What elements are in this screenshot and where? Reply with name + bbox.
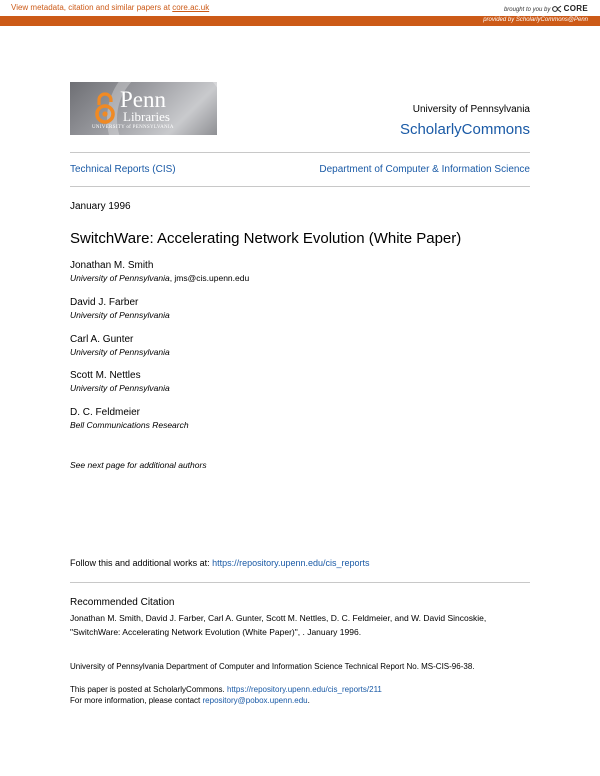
core-metadata-link[interactable]: View metadata, citation and similar papers at core.ac.uk (11, 3, 210, 12)
core-banner (0, 0, 600, 16)
series-link-technical-reports[interactable]: Technical Reports (CIS) (70, 164, 176, 175)
core-provided-bar (0, 16, 600, 26)
divider (70, 582, 530, 583)
author-name: Scott M. Nettles (70, 370, 141, 381)
scholarlycommons-link[interactable]: ScholarlyCommons (399, 121, 530, 138)
divider (70, 152, 530, 153)
author-affiliation: University of Pennsylvania (70, 383, 170, 393)
author-entry (70, 369, 170, 394)
logo-libraries-text: Libraries (123, 109, 170, 124)
divider (70, 186, 530, 187)
penn-libraries-logo[interactable] (70, 82, 217, 135)
logo-university-text: UNIVERSITY of PENNSYLVANIA (92, 125, 174, 130)
core-brought-by: brought to you by CORE (503, 4, 588, 13)
open-access-icon (94, 91, 116, 125)
follow-line: Follow this and additional works at: https://repository.upenn.edu/cis_reports (70, 558, 370, 568)
core-provided-text: provided by ScholarlyCommons@Penn (483, 17, 588, 23)
author-affiliation: University of Pennsylvania, jms@cis.upenn.edu (70, 273, 250, 283)
paper-title: SwitchWare: Accelerating Network Evolution (White Paper) (70, 230, 462, 247)
logo-penn-text: Penn (120, 87, 166, 112)
publication-date: January 1996 (70, 201, 131, 212)
citation-text: Jonathan M. Smith, David J. Farber, Carl A. Gunter, Scott M. Nettles, D. C. Feldmeier, and W. David Sincoskie, "SwitchWare: Accelerating Network Evolution (White Paper)", . January 1996. (70, 613, 487, 637)
author-entry (70, 259, 249, 284)
core-logo-icon (552, 5, 562, 13)
author-affiliation: Bell Communications Research (70, 420, 189, 430)
author-entry (70, 333, 170, 358)
posted-info: This paper is posted at ScholarlyCommons. https://repository.upenn.edu/cis_reports/211 For more information, please contact repository@pobox.upenn.edu. (70, 685, 382, 705)
author-name: Carl A. Gunter (70, 334, 134, 345)
additional-authors-note: See next page for additional authors (70, 460, 207, 470)
author-entry (70, 296, 170, 321)
paper-url-link[interactable]: https://repository.upenn.edu/cis_reports/211 (226, 685, 382, 694)
author-affiliation: University of Pennsylvania (70, 310, 170, 320)
cis-reports-link[interactable]: https://repository.upenn.edu/cis_reports (212, 558, 370, 568)
institution-name: University of Pennsylvania (412, 104, 530, 115)
citation-heading: Recommended Citation (70, 597, 175, 608)
series-link-department[interactable]: Department of Computer & Information Science (319, 164, 530, 175)
author-name: David J. Farber (70, 297, 139, 308)
author-name: D. C. Feldmeier (70, 407, 141, 418)
author-email: jms@cis.upenn.edu (174, 273, 250, 283)
author-affiliation: University of Pennsylvania (70, 347, 170, 357)
author-entry (70, 406, 189, 431)
contact-email-link[interactable]: repository@pobox.upenn.edu (202, 696, 308, 705)
report-number: University of Pennsylvania Department of Computer and Information Science Technical Report No. MS-CIS-96-38. (70, 662, 475, 671)
author-name: Jonathan M. Smith (70, 260, 154, 271)
